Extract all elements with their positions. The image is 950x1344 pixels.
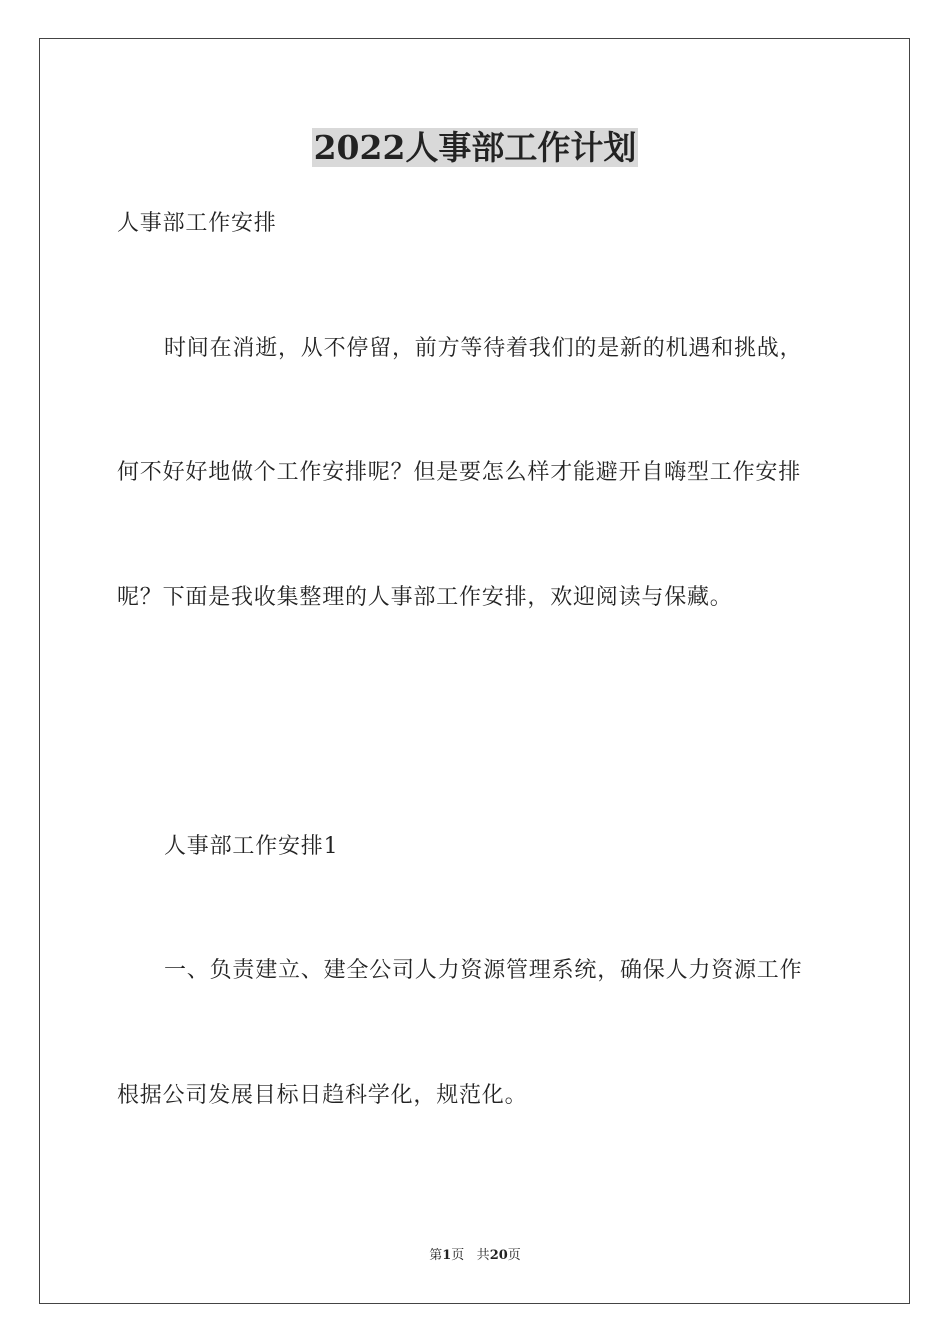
page-prefix: 第 xyxy=(429,1248,443,1263)
paragraph-line-1: 时间在消逝，从不停留，前方等待着我们的是新的机遇和挑战， xyxy=(164,336,803,361)
document-title-text: 2022人事部工作计划 xyxy=(313,128,637,167)
paragraph-line-2: 何不好好地做个工作安排呢？但是要怎么样才能避开自嗨型工作安排 xyxy=(117,460,802,485)
page-suffix: 页 xyxy=(451,1248,465,1263)
total-suffix: 页 xyxy=(507,1248,521,1263)
paragraph-line-3: 呢？下面是我收集整理的人事部工作安排，欢迎阅读与保藏。 xyxy=(117,585,733,610)
total-pages: 20 xyxy=(489,1248,508,1263)
section-heading: 人事部工作安排 xyxy=(117,211,277,236)
document-title xyxy=(0,126,950,170)
subsection-heading: 人事部工作安排1 xyxy=(164,834,339,859)
paragraph-line-4: 一、负责建立、建全公司人力资源管理系统，确保人力资源工作 xyxy=(164,958,803,983)
paragraph-line-5: 根据公司发展目标日趋科学化，规范化。 xyxy=(117,1083,528,1108)
page-number: 1 xyxy=(442,1248,452,1263)
total-prefix: 共 xyxy=(476,1248,490,1263)
page-footer xyxy=(0,1247,950,1265)
